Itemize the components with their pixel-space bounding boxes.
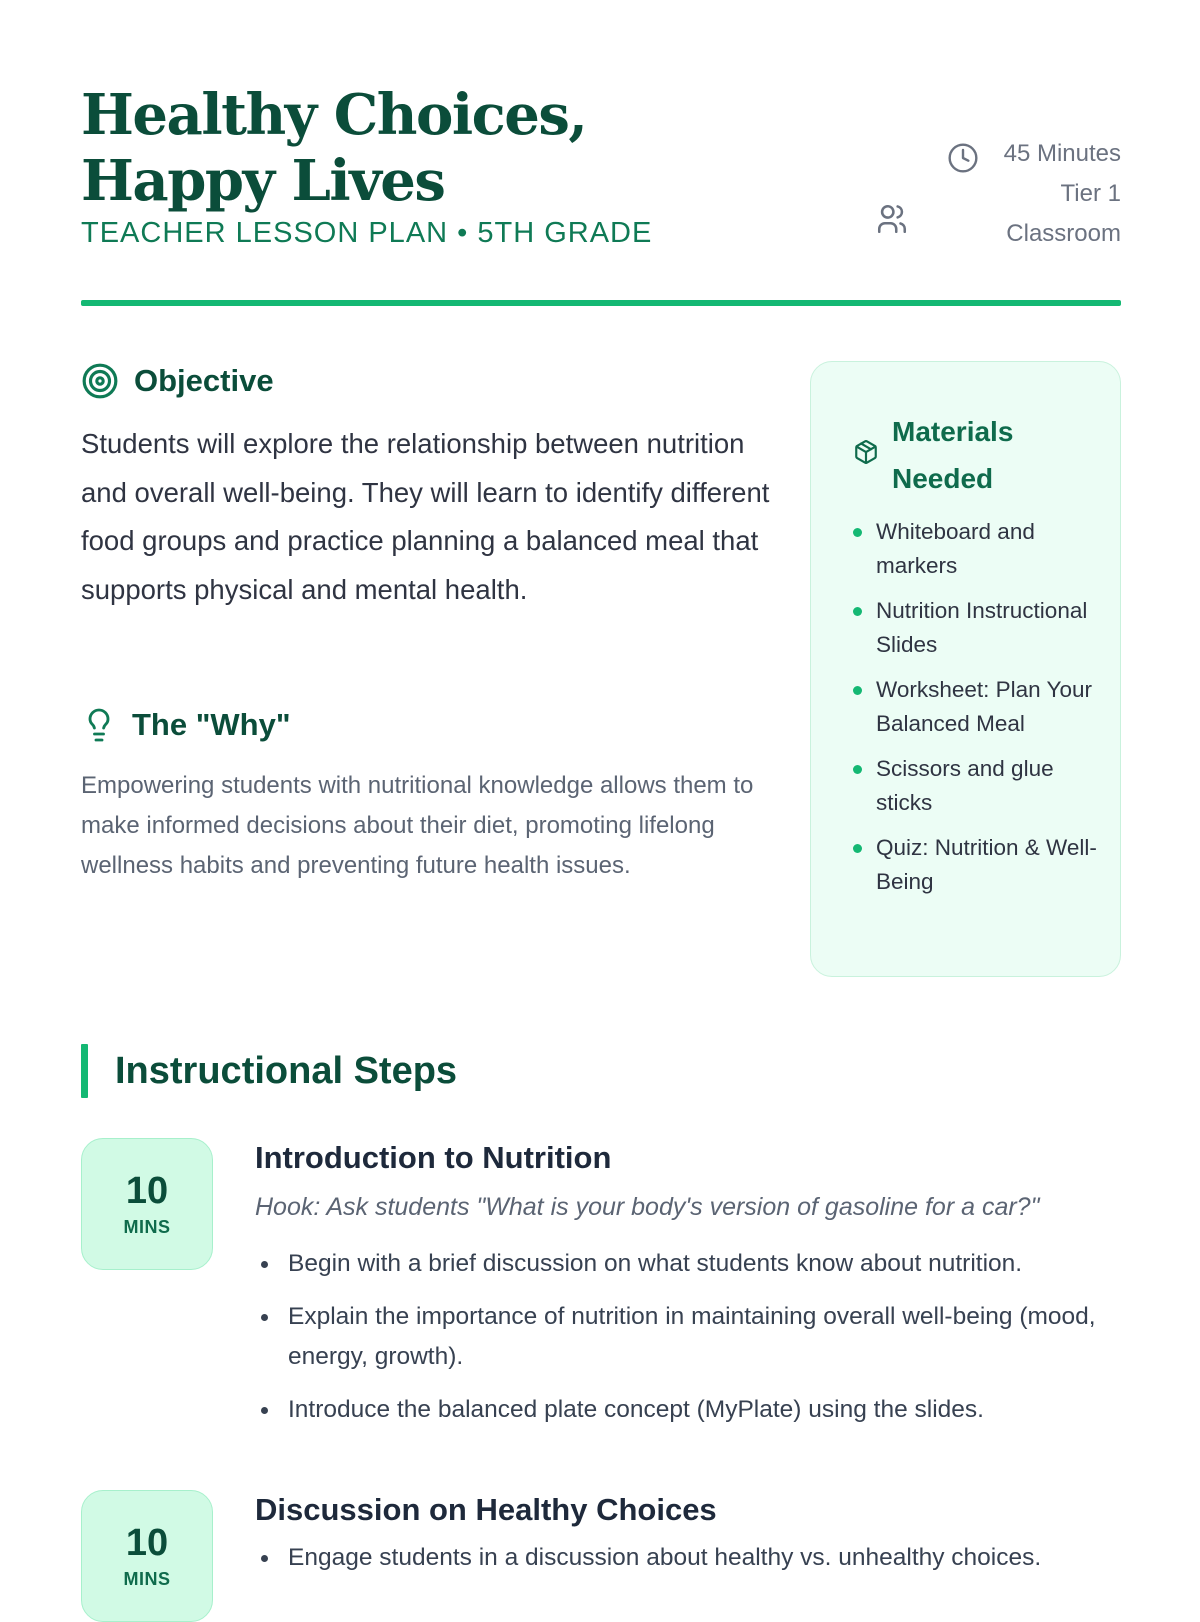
objective-heading <box>81 362 274 400</box>
duration-label: 45 Minutes <box>1003 140 1121 167</box>
step-bullet-text: Explain the importance of nutrition in maintaining overall well-being (mood, energy, growth). <box>288 1303 1096 1370</box>
time-badge <box>81 1490 213 1622</box>
why-title: The "Why" <box>132 707 291 742</box>
step-bullet <box>255 1538 1121 1578</box>
steps-heading <box>81 1044 457 1098</box>
lesson-header <box>81 82 1121 262</box>
bullet-dot <box>853 607 862 616</box>
materials-item <box>851 831 1101 898</box>
materials-card <box>810 361 1121 977</box>
materials-item-text: Nutrition Instructional Slides <box>876 598 1088 657</box>
step-bullet <box>255 1297 1121 1377</box>
step-bullets <box>255 1244 1121 1430</box>
step-body <box>255 1490 1121 1591</box>
clock-icon <box>947 142 979 174</box>
step-bullet-text: Begin with a brief discussion on what students know about nutrition. <box>288 1250 1023 1277</box>
materials-item <box>851 594 1101 661</box>
materials-item-text: Worksheet: Plan Your Balanced Meal <box>876 677 1092 736</box>
time-unit: MINS <box>123 1569 171 1589</box>
step-bullet-text: Introduce the balanced plate concept (MyPlate) using the slides. <box>288 1396 984 1423</box>
step-bullet <box>255 1244 1121 1284</box>
lightbulb-icon <box>81 706 117 744</box>
setting-label: Classroom <box>1006 220 1121 247</box>
step-bullets <box>255 1538 1121 1578</box>
step-hook: Hook: Ask students "What is your body's version of gasoline for a car?" <box>255 1193 1040 1221</box>
why-text: Empowering students with nutritional knowledge allows them to make informed decisions about their diet, promoting lifelong wellness habits and preventing future health issues. <box>81 772 754 879</box>
materials-item-text: Whiteboard and markers <box>876 519 1035 578</box>
target-icon <box>81 362 119 400</box>
tier-label: Tier 1 <box>1060 180 1121 207</box>
steps-accent-bar <box>81 1044 88 1098</box>
step-title: Introduction to Nutrition <box>255 1140 612 1175</box>
page-title: Healthy Choices, Happy Lives <box>81 82 587 214</box>
time-badge <box>81 1138 213 1270</box>
time-value: 10 <box>125 1170 169 1212</box>
header-divider <box>81 300 1121 306</box>
users-icon <box>875 202 909 236</box>
steps-title: Instructional Steps <box>115 1049 458 1092</box>
bullet-dot <box>853 844 862 853</box>
objective-title: Objective <box>134 363 274 398</box>
bullet-dot <box>261 1261 268 1268</box>
bullet-dot <box>261 1555 268 1562</box>
package-icon <box>853 439 879 465</box>
materials-item <box>851 752 1101 819</box>
bullet-dot <box>261 1407 268 1414</box>
time-unit: MINS <box>123 1217 171 1237</box>
page-subtitle: TEACHER LESSON PLAN • 5TH GRADE <box>81 217 653 249</box>
lesson-meta <box>861 140 1121 260</box>
why-heading <box>81 706 291 744</box>
objective-text: Students will explore the relationship between nutrition and overall well-being. They will learn to identify different food groups and practice planning a balanced meal that supports physical and mental health. <box>81 428 770 605</box>
materials-item <box>851 515 1101 582</box>
materials-item-text: Scissors and glue sticks <box>876 756 1054 815</box>
materials-list <box>851 515 1101 910</box>
step-bullet-text: Engage students in a discussion about healthy vs. unhealthy choices. <box>288 1544 1042 1571</box>
bullet-dot <box>261 1314 268 1321</box>
materials-title: Materials Needed <box>892 416 1014 494</box>
time-value: 10 <box>125 1522 169 1564</box>
materials-item <box>851 673 1101 740</box>
step-title: Discussion on Healthy Choices <box>255 1492 717 1527</box>
step-bullet <box>255 1390 1121 1430</box>
bullet-dot <box>853 686 862 695</box>
step-body <box>255 1138 1121 1443</box>
materials-item-text: Quiz: Nutrition & Well-Being <box>876 835 1097 894</box>
bullet-dot <box>853 528 862 537</box>
bullet-dot <box>853 765 862 774</box>
